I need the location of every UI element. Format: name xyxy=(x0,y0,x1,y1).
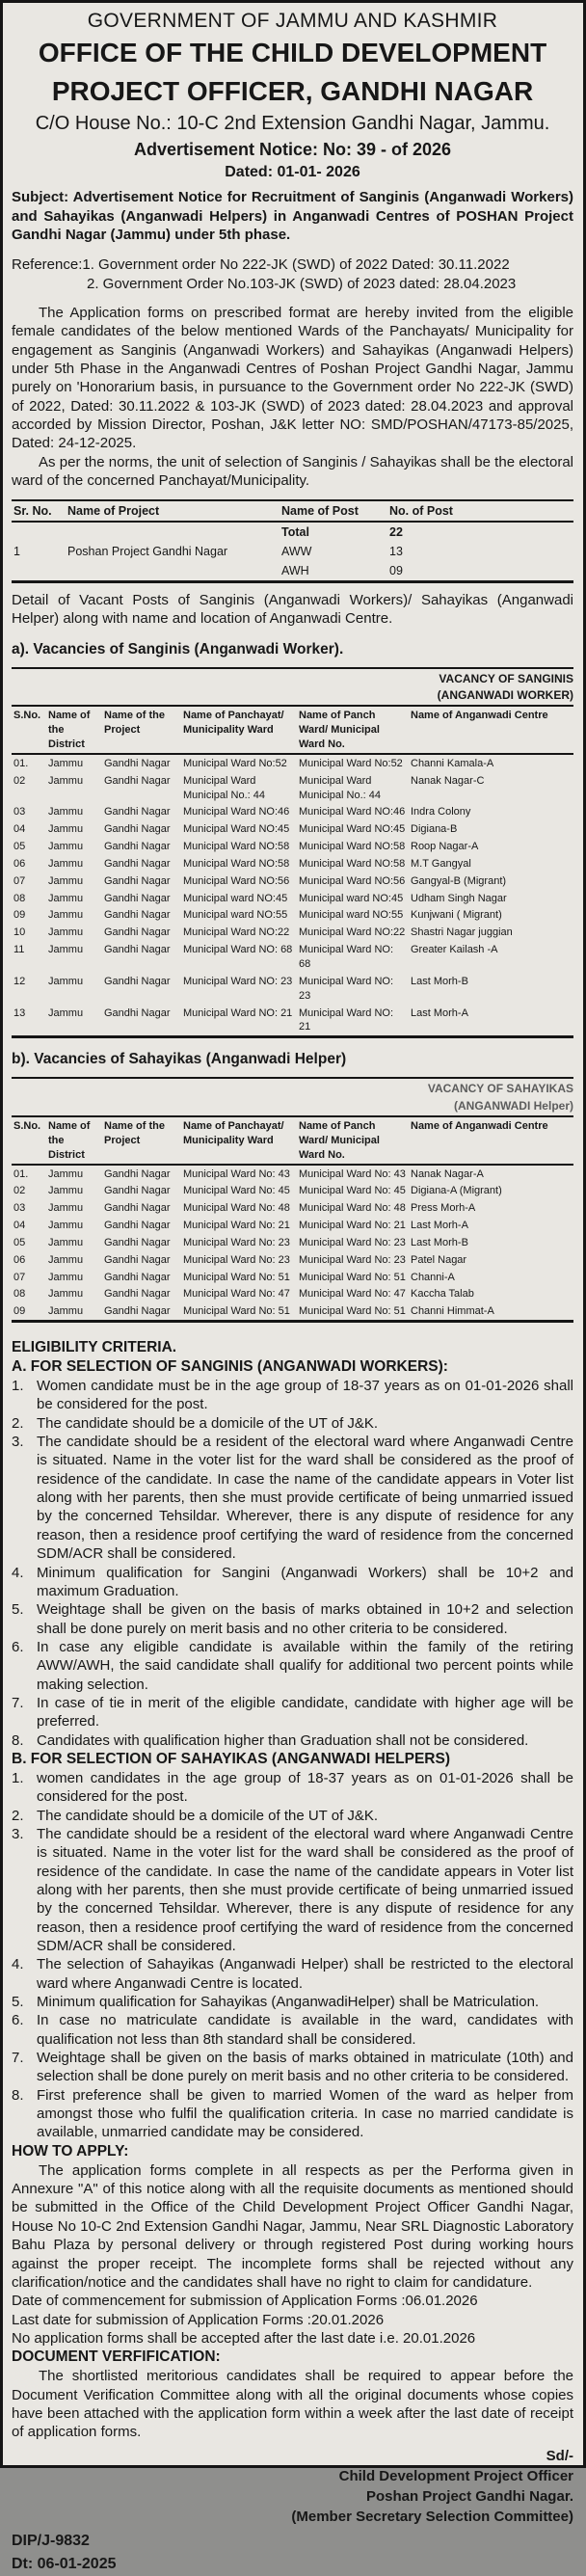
sahayikas-vacancy-table xyxy=(12,1115,573,1323)
list-item-number: 5. xyxy=(12,1601,24,1619)
subject-line: Subject: Advertisement Notice for Recruitment of Sanginis (Anganwadi Workers) and Sahayikas (Anganwadi Helpers) in Anganwadi Centres of POSHAN Project Gandhi Nagar (Jammu) under 5th phase. xyxy=(12,189,573,243)
table-cell: Gandhi Nagar xyxy=(104,806,171,818)
table-cell: Jammu xyxy=(48,892,84,904)
list-item-text: The candidate should be a domicile of the UT of J&K. xyxy=(37,1807,379,1824)
table-cell: Municipal Ward NO:45 xyxy=(183,823,290,836)
sanginis-table-body xyxy=(12,754,573,1037)
sanginis-table-block xyxy=(12,667,573,1039)
table-cell: 08 xyxy=(13,1288,26,1301)
table-cell: Gandhi Nagar xyxy=(104,1236,171,1248)
table-cell: Municipal ward NO:45 xyxy=(183,892,288,904)
table-row xyxy=(12,820,573,838)
table-cell: 07 xyxy=(13,1271,26,1283)
table-cell: 10 xyxy=(13,926,26,939)
table-cell: Municipal Ward No: 43 xyxy=(299,1167,406,1180)
eligibility-b-list xyxy=(12,1769,573,2142)
table-cell: Municipal Ward No: 23 xyxy=(299,1253,406,1266)
table-cell: Jammu xyxy=(48,1202,84,1215)
table-cell: Gandhi Nagar xyxy=(104,857,171,870)
list-item xyxy=(12,1807,573,1825)
table-row xyxy=(12,561,573,582)
no-acceptance-line: No application forms shall be accepted after the last date i.e. 20.01.2026 xyxy=(12,2329,476,2347)
table-cell: Gandhi Nagar xyxy=(104,823,171,836)
table-cell: Udham Singh Nagar xyxy=(411,892,507,904)
table-cell: Gandhi Nagar xyxy=(104,1006,171,1019)
posts-table-header-cell: No. of Post xyxy=(387,500,573,521)
posts-summary-table xyxy=(12,499,573,583)
footer-date: Dt: 06-01-2025 xyxy=(12,2555,117,2572)
table-row xyxy=(12,1182,573,1199)
table-cell: 09 xyxy=(13,1305,26,1318)
table-cell: Municipal Ward No: 23 xyxy=(183,1236,290,1248)
table-cell: Municipal Ward NO: 21 xyxy=(299,1006,394,1033)
list-item xyxy=(12,1600,573,1638)
list-item-number: 2. xyxy=(12,1414,24,1432)
table-cell: Jammu xyxy=(48,1253,84,1266)
table-cell: Jammu xyxy=(48,1167,84,1180)
posts-table-header-cell: Name of Post xyxy=(280,500,387,521)
table-cell: Municipal Ward NO:58 xyxy=(183,841,290,853)
table-cell: Gangyal-B (Migrant) xyxy=(411,874,507,887)
table-row xyxy=(12,838,573,855)
list-item-text: In case of tie in merit of the eligible candidate, candidate with higher age will be preferred. xyxy=(37,1694,573,1731)
document-verification-paragraph: The shortlisted meritorious candidates shall be required to appear before the Document Verification Committee along with all the original documents whose copies have been attached with the application form within a week after the last date of receipt of application forms. xyxy=(12,2368,573,2441)
table-cell: 09 xyxy=(13,909,26,922)
table-cell: Press Morh-A xyxy=(411,1202,476,1215)
eligibility-criteria-title: ELIGIBILITY CRITERIA. xyxy=(12,1339,177,1356)
notice-date: Dated: 01-01- 2026 xyxy=(225,163,360,180)
table-header-cell: S.No. xyxy=(12,706,46,754)
table-cell: Gandhi Nagar xyxy=(104,874,171,887)
table-cell: Municipal Ward No: 45 xyxy=(299,1185,406,1197)
list-item-number: 1. xyxy=(12,1378,24,1395)
table-cell: Digiana-B xyxy=(411,823,458,836)
table-cell xyxy=(12,561,66,582)
table-row xyxy=(12,1285,573,1302)
posts-table-header-row xyxy=(12,500,573,521)
table-row xyxy=(12,1234,573,1251)
table-cell: Jammu xyxy=(48,1220,84,1232)
total-label: Total xyxy=(281,524,309,539)
advertisement-notice-number: Advertisement Notice: No: 39 - of 2026 xyxy=(133,140,452,160)
sahayikas-section-heading: b). Vacancies of Sahayikas (Anganwadi Helper) xyxy=(12,1051,347,1068)
signature-block xyxy=(12,2446,573,2528)
table-cell: Gandhi Nagar xyxy=(104,1253,171,1266)
government-title: GOVERNMENT OF JAMMU AND KASHMIR xyxy=(87,10,498,32)
how-to-apply-title: HOW TO APPLY: xyxy=(12,2142,129,2160)
table-cell: Last Morh-A xyxy=(411,1006,468,1019)
table-cell: AWW xyxy=(281,544,312,558)
table-row xyxy=(12,1217,573,1234)
table-header-cell: Name of Panchayat/ Municipality Ward xyxy=(181,706,297,754)
table-cell: Patel Nagar xyxy=(411,1253,467,1266)
table-cell: Municipal Ward NO:22 xyxy=(299,926,406,939)
table-cell: Last Morh-A xyxy=(411,1220,468,1232)
table-cell: 11 xyxy=(13,944,25,956)
list-item-text: The candidate should be a domicile of the UT of J&K. xyxy=(37,1414,379,1432)
table-header-cell: Name of the District xyxy=(46,1116,102,1165)
table-cell: Municipal Ward No: 43 xyxy=(183,1167,290,1180)
table-cell: Nanak Nagar-A xyxy=(411,1167,484,1180)
table-cell: Municipal Ward No: 51 xyxy=(183,1271,290,1283)
table-row xyxy=(12,855,573,872)
table-row xyxy=(12,1005,573,1037)
signature-project: Poshan Project Gandhi Nagar. xyxy=(365,2488,573,2506)
list-item xyxy=(12,1564,573,1601)
how-to-apply-paragraph: The application forms complete in all respects as per the Performa given in Annexure "A" of this notice along with all the requisite documents as mentioned should be submitted in the Office of the Child Development Project Officer Gandhi Nagar, House No 10-C 2nd Extension Gandhi Nagar, Jammu, Near SRL Diagnostic Laboratory Bahu Plaza by personal delivery or through registered Post during working hours against the proper receipt. The incomplete forms shall be rejected without any clarification/notice and the candidates shall have no right to claim for candidature. xyxy=(12,2161,573,2291)
table-header-cell: Name of Panch Ward/ Municipal Ward No. xyxy=(297,1116,409,1165)
table-cell: Gandhi Nagar xyxy=(104,1185,171,1197)
table-cell: 04 xyxy=(13,823,26,836)
table-cell: Jammu xyxy=(48,1185,84,1197)
table-cell: Municipal Ward Municipal No.: 44 xyxy=(183,774,265,801)
reference-line-2: 2. Government Order No.103-JK (SWD) of 2023 dated: 28.04.2023 xyxy=(87,275,517,292)
table-cell: Municipal Ward NO:58 xyxy=(299,841,406,853)
table-cell: Channi-A xyxy=(411,1271,455,1283)
list-item-text: Candidates with qualification higher than Graduation shall not be considered. xyxy=(37,1731,529,1749)
table-row xyxy=(12,754,573,772)
table-cell: Greater Kailash -A xyxy=(411,944,498,956)
table-header-cell: Name of the Project xyxy=(102,706,181,754)
list-item-text: Minimum qualification for Sahayikas (AnganwadiHelper) shall be Matriculation. xyxy=(37,1994,540,2011)
office-title-line-2: PROJECT OFFICER, GANDHI NAGAR xyxy=(51,75,534,106)
table-cell: 09 xyxy=(389,563,403,577)
list-item-number: 5. xyxy=(12,1994,24,2011)
table-cell: 01. xyxy=(13,1167,29,1180)
table-cell: Jammu xyxy=(48,757,84,769)
table-cell: 03 xyxy=(13,1202,26,1215)
table-cell: Municipal Ward No: 48 xyxy=(299,1202,406,1215)
table-cell: Kaccha Talab xyxy=(411,1288,474,1301)
list-item xyxy=(12,2011,573,2049)
table-cell: Municipal Ward NO: 68 xyxy=(299,944,394,970)
table-cell: Last Morh-B xyxy=(411,1236,468,1248)
list-item-number: 1. xyxy=(12,1769,24,1786)
table-header-cell: Name of Anganwadi Centre xyxy=(409,706,573,754)
table-cell: Nanak Nagar-C xyxy=(411,774,485,787)
table-cell: Last Morh-B xyxy=(411,975,468,987)
list-item-text: Weightage shall be given on the basis of marks obtained in matriculate (10th) and selection shall be done purely on merit basis and no other criteria to be considered. xyxy=(37,2050,573,2085)
table-cell: Municipal Ward No: 21 xyxy=(299,1220,406,1232)
table-cell: Municipal Ward NO:46 xyxy=(299,806,406,818)
table-cell: Channi Himmat-A xyxy=(411,1305,494,1318)
table-cell: Gandhi Nagar xyxy=(104,892,171,904)
table-cell: Municipal Ward NO: 23 xyxy=(183,975,293,987)
table-row xyxy=(12,941,573,973)
table-cell: Gandhi Nagar xyxy=(104,1305,171,1318)
reference-line-1: Reference:1. Government order No 222-JK (SWD) of 2022 Dated: 30.11.2022 xyxy=(12,256,510,274)
list-item-number: 7. xyxy=(12,1694,24,1711)
table-cell: Jammu xyxy=(48,874,84,887)
table-row xyxy=(12,872,573,890)
sahayikas-table-block xyxy=(12,1077,573,1323)
list-item-number: 4. xyxy=(12,1564,24,1581)
table-row xyxy=(12,542,573,561)
list-item-text: Weightage shall be given on the basis of marks obtained in 10+2 and selection shall be done purely on merit basis and no other criteria to be considered. xyxy=(37,1601,573,1637)
list-item-number: 2. xyxy=(12,1807,24,1824)
list-item-number: 4. xyxy=(12,1956,24,1973)
table-row xyxy=(12,906,573,924)
table-row xyxy=(12,803,573,820)
table-cell: Roop Nagar-A xyxy=(411,841,479,853)
table-cell: Channi Kamala-A xyxy=(411,757,494,769)
table-cell: Gandhi Nagar xyxy=(104,841,171,853)
sahayikas-table-title: VACANCY OF SAHAYIKAS (ANGANWADI Helper) xyxy=(427,1082,573,1113)
table-cell: Gandhi Nagar xyxy=(104,909,171,922)
document-verification-title: DOCUMENT VERFIFICATION: xyxy=(12,2348,221,2366)
table-cell: Jammu xyxy=(48,1271,84,1283)
table-cell: Municipal Ward No: 48 xyxy=(183,1202,290,1215)
table-cell: M.T Gangyal xyxy=(411,857,471,870)
list-item-number: 8. xyxy=(12,1731,24,1749)
sanginis-section-heading: a). Vacancies of Sanginis (Anganwadi Worker). xyxy=(12,640,344,657)
table-header-cell: S.No. xyxy=(12,1116,46,1165)
list-item xyxy=(12,1433,573,1563)
table-cell: Municipal Ward No:52 xyxy=(183,757,287,769)
posts-table-total-row xyxy=(12,522,573,542)
table-row xyxy=(12,924,573,941)
table-cell: Municipal Ward NO:58 xyxy=(299,857,406,870)
list-item xyxy=(12,1769,573,1807)
table-cell: Kunjwani ( Migrant) xyxy=(411,909,502,922)
table-row xyxy=(12,890,573,907)
list-item xyxy=(12,1638,573,1694)
table-cell: Jammu xyxy=(48,975,84,987)
list-item-text: First preference shall be given to married Women of the ward as helper from amongst those who fulfil the qualification criteria. In case no married candidate is available, unmarried candidate may be considered. xyxy=(37,2086,573,2141)
table-cell: Gandhi Nagar xyxy=(104,1167,171,1180)
table-row xyxy=(12,1269,573,1286)
list-item-number: 6. xyxy=(12,2012,24,2029)
table-cell xyxy=(66,561,280,582)
list-item xyxy=(12,1694,573,1731)
posts-table-header-cell: Name of Project xyxy=(66,500,280,521)
eligibility-a-heading: A. FOR SELECTION OF SANGINIS (ANGANWADI WORKERS): xyxy=(12,1358,448,1376)
table-cell: Gandhi Nagar xyxy=(104,1202,171,1215)
list-item-text: Minimum qualification for Sangini (Anganwadi Workers) shall be 10+2 and maximum Graduation. xyxy=(37,1564,573,1599)
table-cell: Jammu xyxy=(48,774,84,787)
table-cell: Municipal ward NO:55 xyxy=(183,909,288,922)
norms-paragraph: As per the norms, the unit of selection of Sanginis / Sahayikas shall be the electoral ward of the concerned Panchayat/Municipality. xyxy=(12,453,573,490)
table-cell: Municipal ward NO:55 xyxy=(299,909,404,922)
table-cell: Municipal Ward NO:56 xyxy=(183,874,290,887)
table-header-cell: Name of Panch Ward/ Municipal Ward No. xyxy=(297,706,409,754)
table-cell: Municipal Ward NO: 68 xyxy=(183,944,293,956)
table-cell: Gandhi Nagar xyxy=(104,1271,171,1283)
list-item xyxy=(12,1825,573,1955)
sanginis-table-title: VACANCY OF SANGINIS (ANGANWADI WORKER) xyxy=(437,671,573,702)
table-cell: Municipal ward NO:45 xyxy=(299,892,404,904)
table-cell: 05 xyxy=(13,841,26,853)
list-item xyxy=(12,1377,573,1414)
table-row xyxy=(12,1302,573,1321)
footer-block xyxy=(12,2530,573,2576)
reference-block xyxy=(12,255,573,293)
list-item xyxy=(12,1414,573,1433)
table-cell: 07 xyxy=(13,874,26,887)
list-item-text: The candidate should be a resident of the electoral ward where Anganwadi Centre is situated. Name in the voter list for the ward shall be considered as the proof of residence of the candidate. In case the name of the candidate appears in Voter list along with her parents, then she must provide certificate of being unmarried issued by the concerned Tehsildar. Wherever, there is any dispute of residence for any reason, then a residence proof certifying the ward of residence from the concerned SDM/ACR shall be considered. xyxy=(37,1434,573,1563)
table-cell: Gandhi Nagar xyxy=(104,757,171,769)
table-cell: Municipal Ward NO:45 xyxy=(299,823,406,836)
sanginis-vacancy-table xyxy=(12,705,573,1038)
sahayikas-table-body xyxy=(12,1165,573,1322)
table-cell: Shastri Nagar juggian xyxy=(411,926,513,939)
posts-table-header-cell: Sr. No. xyxy=(12,500,66,521)
list-item xyxy=(12,1731,573,1750)
table-cell: Jammu xyxy=(48,857,84,870)
office-title-line-1: OFFICE OF THE CHILD DEVELOPMENT xyxy=(38,38,547,68)
table-cell: Municipal Ward NO: 23 xyxy=(299,975,394,1002)
table-cell: Gandhi Nagar xyxy=(104,926,171,939)
table-cell: Jammu xyxy=(48,944,84,956)
table-cell: Municipal Ward No: 47 xyxy=(299,1288,406,1301)
list-item-number: 8. xyxy=(12,2086,24,2104)
table-cell: Jammu xyxy=(48,909,84,922)
table-row xyxy=(12,1165,573,1183)
table-cell: 01. xyxy=(13,757,29,769)
table-cell: Jammu xyxy=(48,841,84,853)
table-cell: Jammu xyxy=(48,806,84,818)
commencement-date-line: Date of commencement for submission of Application Forms :06.01.2026 xyxy=(12,2293,478,2310)
table-cell: 02 xyxy=(13,774,26,787)
table-cell: Municipal Ward NO:46 xyxy=(183,806,290,818)
list-item xyxy=(12,2086,573,2142)
table-cell: Jammu xyxy=(48,1288,84,1301)
table-cell: 03 xyxy=(13,806,26,818)
table-row xyxy=(12,1199,573,1217)
table-cell: Municipal Ward NO:58 xyxy=(183,857,290,870)
table-header-cell: Name of the District xyxy=(46,706,102,754)
sahayikas-table-header-row xyxy=(12,1116,573,1165)
sanginis-table-header-row xyxy=(12,706,573,754)
table-cell: 05 xyxy=(13,1236,26,1248)
table-cell: Municipal Ward No: 47 xyxy=(183,1288,290,1301)
posts-table-body xyxy=(12,522,573,582)
table-cell: 04 xyxy=(13,1220,26,1232)
list-item-text: women candidates in the age group of 18-37 years as on 01-01-2026 shall be considered for the post. xyxy=(37,1769,573,1806)
table-header-cell: Name of Anganwadi Centre xyxy=(409,1116,573,1165)
list-item xyxy=(12,1955,573,1993)
table-cell: Jammu xyxy=(48,1305,84,1318)
eligibility-a-list xyxy=(12,1377,573,1750)
table-cell: Municipal Ward No: 21 xyxy=(183,1220,290,1232)
table-row xyxy=(12,973,573,1005)
signature-designation: Child Development Project Officer xyxy=(338,2467,573,2484)
table-cell: Gandhi Nagar xyxy=(104,944,171,956)
intro-paragraph: The Application forms on prescribed format are hereby invited from the eligible female candidates of the below mentioned Wards of the Panchayats/ Municipality for engagement as Sanginis (Anganwadi Workers) and Sahayikas (Anganwadi Helpers) under 5th Phase in the Anganwadi Centres of Poshan Project Gandhi Nagar, Jammu purely on 'Honorarium basis, in pursuance to the Government order No 222-JK (SWD) of 2022, Dated: 30.11.2022 & 103-JK (SWD) of 2023 dated: 28.04.2023 and approval accorded by Mission Director, Poshan, J&K letter NO: SMD/POSHAN/47173-85/2025, Dated: 24-12-2025. xyxy=(12,304,573,452)
table-cell: Gandhi Nagar xyxy=(104,1288,171,1301)
table-cell: Municipal Ward No: 51 xyxy=(299,1271,406,1283)
list-item-text: Women candidate must be in the age group of 18-37 years as on 01-01-2026 shall be considered for the post. xyxy=(37,1378,573,1413)
table-cell: Jammu xyxy=(48,926,84,939)
table-cell: Municipal Ward No: 51 xyxy=(183,1305,290,1318)
signature-sd: Sd/- xyxy=(546,2447,573,2464)
eligibility-b-heading: B. FOR SELECTION OF SAHAYIKAS (ANGANWADI HELPERS) xyxy=(12,1750,450,1767)
table-cell: Gandhi Nagar xyxy=(104,1220,171,1232)
list-item-number: 3. xyxy=(12,1434,24,1451)
table-cell: AWH xyxy=(281,563,309,577)
list-item-number: 7. xyxy=(12,2050,24,2067)
list-item-text: In case no matriculate candidate is available in the ward, candidates with qualification not less than 8th standard shall be considered. xyxy=(37,2012,573,2048)
table-header-cell: Name of Panchayat/ Municipality Ward xyxy=(181,1116,297,1165)
office-address: C/O House No.: 10-C 2nd Extension Gandhi Nagar, Jammu. xyxy=(35,112,550,134)
table-cell: Municipal Ward NO: 21 xyxy=(183,1006,293,1019)
table-cell: Jammu xyxy=(48,1006,84,1019)
table-cell: Municipal Ward NO:56 xyxy=(299,874,406,887)
list-item-text: In case any eligible candidate is available within the family of the retiring AWW/AWH, the said candidate shall qualify for additional two percent points while making selection. xyxy=(37,1638,573,1693)
table-cell: Jammu xyxy=(48,823,84,836)
signature-committee: (Member Secretary Selection Committee) xyxy=(291,2509,573,2526)
table-cell: 13 xyxy=(13,1006,26,1019)
list-item-text: The selection of Sahayikas (Anganwadi Helper) shall be restricted to the electoral ward where Anganwadi Centre is located. xyxy=(37,1956,573,1992)
table-cell: Gandhi Nagar xyxy=(104,774,171,787)
table-cell: Municipal Ward No: 51 xyxy=(299,1305,406,1318)
list-item-number: 3. xyxy=(12,1825,24,1842)
list-item xyxy=(12,1993,573,2011)
last-date-line: Last date for submission of Application Forms :20.01.2026 xyxy=(12,2311,385,2328)
table-cell: Municipal Ward No: 45 xyxy=(183,1185,290,1197)
table-cell: Gandhi Nagar xyxy=(104,975,171,987)
table-cell: Municipal Ward No: 23 xyxy=(299,1236,406,1248)
table-cell: Municipal Ward No: 23 xyxy=(183,1253,290,1266)
dip-number: DIP/J-9832 xyxy=(12,2532,90,2549)
table-cell: 1 xyxy=(13,544,20,558)
table-cell: 13 xyxy=(389,544,403,558)
table-cell: 12 xyxy=(13,975,26,987)
table-cell: Digiana-A (Migrant) xyxy=(411,1185,502,1197)
table-cell: 02 xyxy=(13,1185,26,1197)
list-item xyxy=(12,2049,573,2086)
vacancy-detail-paragraph: Detail of Vacant Posts of Sanginis (Anganwadi Workers)/ Sahayikas (Anganwadi Helper) along with name and location of Anganwadi Centre. xyxy=(12,591,573,628)
table-row xyxy=(12,772,573,804)
total-value: 22 xyxy=(389,524,403,539)
table-cell: Municipal Ward No:52 xyxy=(299,757,403,769)
table-cell: Jammu xyxy=(48,1236,84,1248)
table-header-cell: Name of the Project xyxy=(102,1116,181,1165)
table-cell: Municipal Ward NO:22 xyxy=(183,926,290,939)
list-item-text: The candidate should be a resident of the electoral ward where Anganwadi Centre is situated. Name in the voter list for the ward shall be considered as the proof of residence of the candidate. In case the name of the candidate appears in Voter list along with her parents, then she must provide certificate of being unmarried issued by the concerned Tehsildar. Wherever, there is any dispute of residence for any reason, then a residence proof certifying the ward of residence from the concerned SDM/ACR shall be considered. xyxy=(37,1825,573,1955)
table-cell: Municipal Ward Municipal No.: 44 xyxy=(299,774,381,801)
table-cell: Poshan Project Gandhi Nagar xyxy=(67,544,228,558)
table-cell: Indra Colony xyxy=(411,806,471,818)
table-cell: 06 xyxy=(13,857,26,870)
table-cell: 08 xyxy=(13,892,26,904)
list-item-number: 6. xyxy=(12,1638,24,1655)
table-row xyxy=(12,1251,573,1269)
table-cell: 06 xyxy=(13,1253,26,1266)
